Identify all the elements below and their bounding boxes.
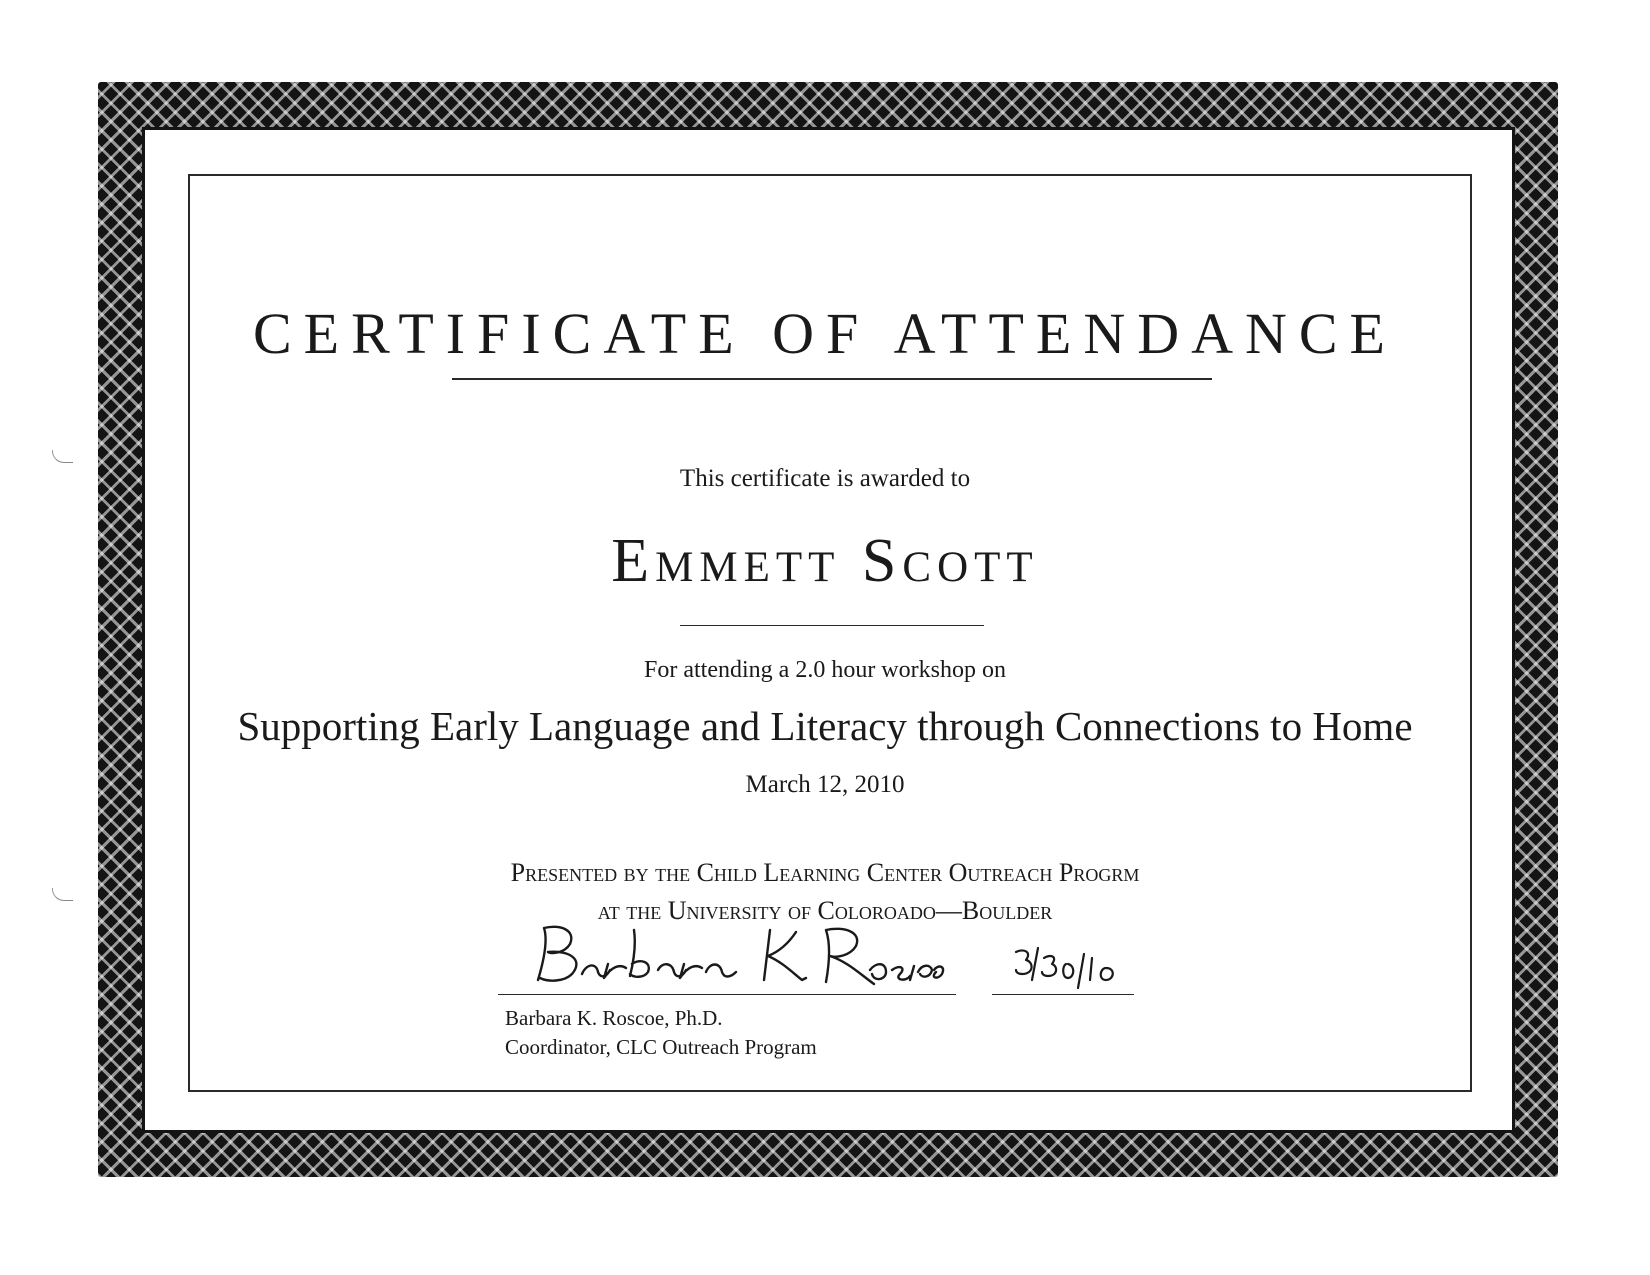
- date-line: [992, 994, 1134, 995]
- svg-text:3/30/10: 3/30/10: [1010, 944, 1014, 945]
- workshop-date: March 12, 2010: [745, 771, 905, 798]
- signer-title: Coordinator, CLC Outreach Program: [505, 1035, 817, 1059]
- signer-block: [505, 1004, 817, 1062]
- attending-text: For attending a 2.0 hour workshop on: [644, 657, 1006, 683]
- certificate-title: CERTIFICATE OF ATTENDANCE: [253, 301, 1397, 366]
- recipient-name: Emmett Scott: [611, 527, 1039, 595]
- scan-margin-mark: [52, 450, 73, 463]
- handwritten-date: [1010, 944, 1130, 996]
- title-underline: [452, 378, 1212, 380]
- signature-line: [498, 994, 956, 995]
- workshop-title: Supporting Early Language and Literacy through Connections to Home: [237, 703, 1413, 749]
- presenter-line-2: at the University of Coloroado—Boulder: [597, 896, 1053, 925]
- svg-text:Barbara K. Roscoe: Barbara K. Roscoe: [530, 920, 538, 921]
- recipient-underline: [680, 625, 984, 626]
- signer-name: Barbara K. Roscoe, Ph.D.: [505, 1006, 723, 1030]
- handwritten-signature: [530, 920, 950, 998]
- awarded-text: This certificate is awarded to: [679, 465, 971, 492]
- presenter-block: [0, 854, 1650, 930]
- presenter-line-1: Presented by the Child Learning Center Outreach Progrm: [510, 858, 1140, 887]
